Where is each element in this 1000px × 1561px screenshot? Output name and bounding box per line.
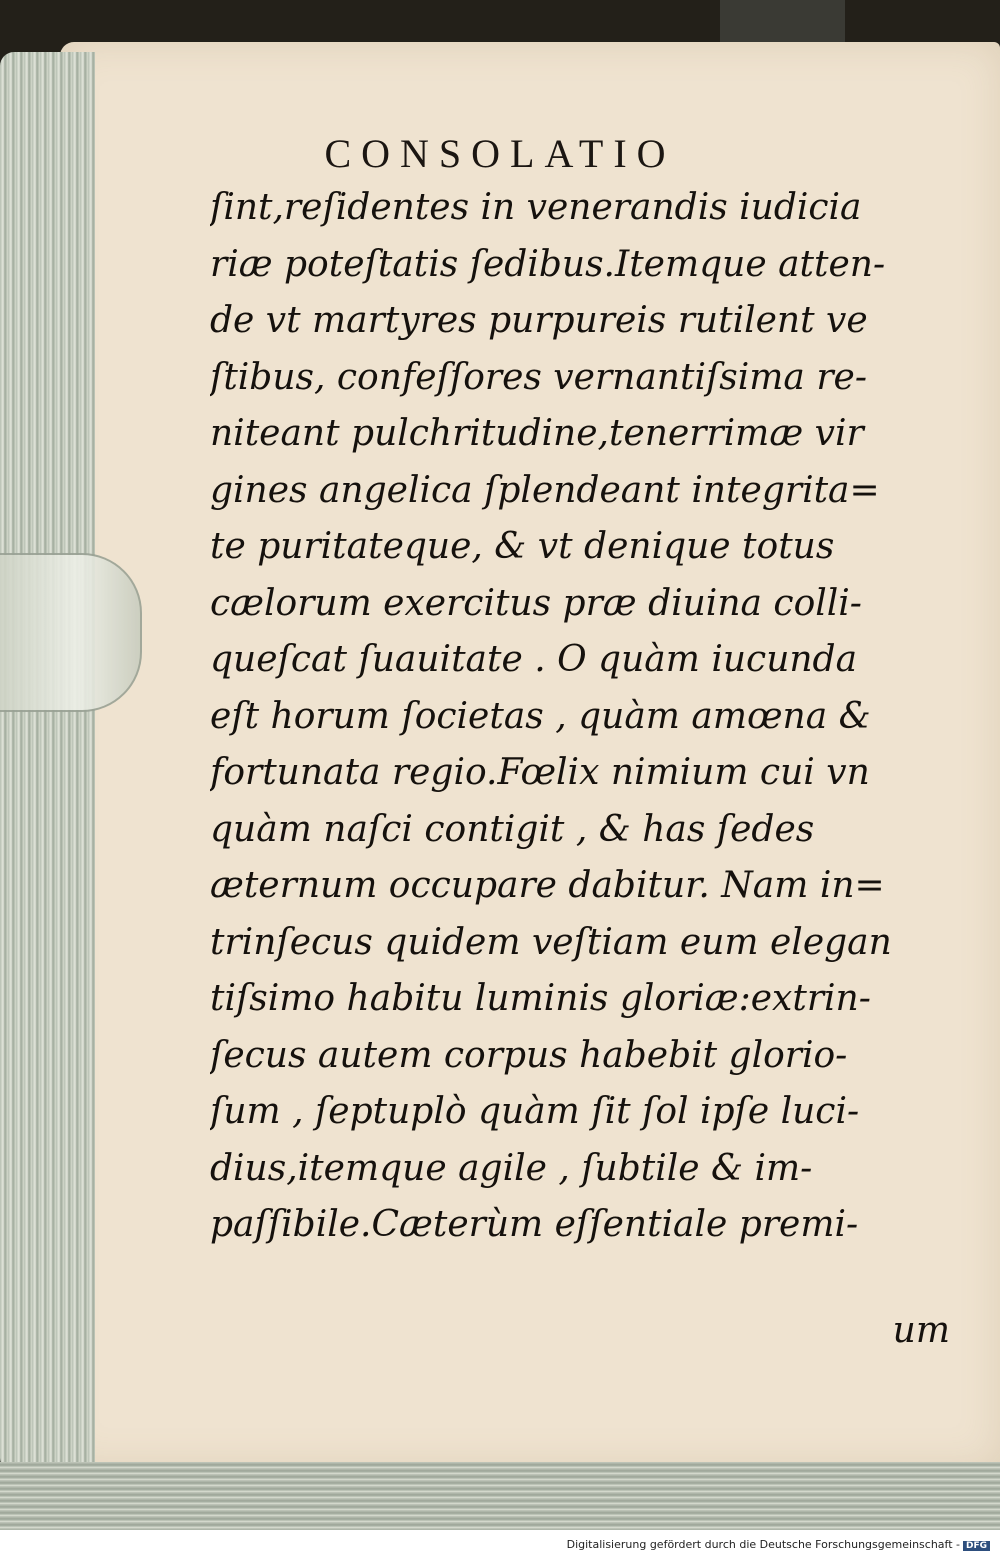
page-stack-edge <box>0 52 95 1472</box>
text-line: ſint,reſidentes in venerandis iudicia <box>210 187 862 228</box>
text-line: niteant pulchritudine,tenerrimæ vir <box>210 413 864 454</box>
text-line: dius,itemque agile , ſubtile & im- <box>210 1147 813 1189</box>
catchword: um <box>892 1310 950 1351</box>
digitization-credit <box>0 1538 990 1551</box>
clasp-icon <box>0 553 142 712</box>
book-cover-edge <box>720 0 845 48</box>
body-text <box>210 180 950 1254</box>
text-line: queſcat ſuauitate . O quàm iucunda <box>210 639 858 680</box>
text-line: de vt martyres purpureis rutilent ve <box>210 300 868 341</box>
text-line: fortunata regio.Fœlix nimium cui vn <box>210 752 870 793</box>
text-line: ſtibus, confeſſores vernantiſsima re- <box>210 356 867 398</box>
text-line: te puritateque, & vt denique totus <box>210 526 835 567</box>
text-line: æternum occupare dabitur. Nam in= <box>210 865 885 906</box>
text-line: eſt horum ſocietas , quàm amœna & <box>210 695 871 737</box>
credit-text: Digitalisierung gefördert durch die Deutsche Forschungsgemeinschaft - <box>566 1538 960 1551</box>
text-line: cælorum exercitus præ diuina colli- <box>210 582 862 624</box>
text-line: quàm naſci contigit , & has ſedes <box>210 808 815 850</box>
text-line: tiſsimo habitu luminis gloriæ:extrin- <box>210 978 871 1019</box>
text-line: gines angelica ſplendeant integrita= <box>210 469 880 511</box>
text-line: riæ poteſtatis ſedibus.Itemque atten- <box>210 243 886 285</box>
dfg-logo: DFG <box>963 1541 990 1551</box>
text-line: ſecus autem corpus habebit glorio- <box>210 1034 848 1076</box>
page-stack-bottom <box>0 1462 1000 1532</box>
text-line: ſum , ſeptuplò quàm ſit ſol ipſe luci- <box>210 1091 860 1132</box>
page-header: CONSOLATIO <box>324 131 676 176</box>
text-line: paſſibile.Cæterùm eſſentiale premi- <box>210 1204 859 1245</box>
text-line: trinſecus quidem veſtiam eum elegan <box>210 921 892 963</box>
